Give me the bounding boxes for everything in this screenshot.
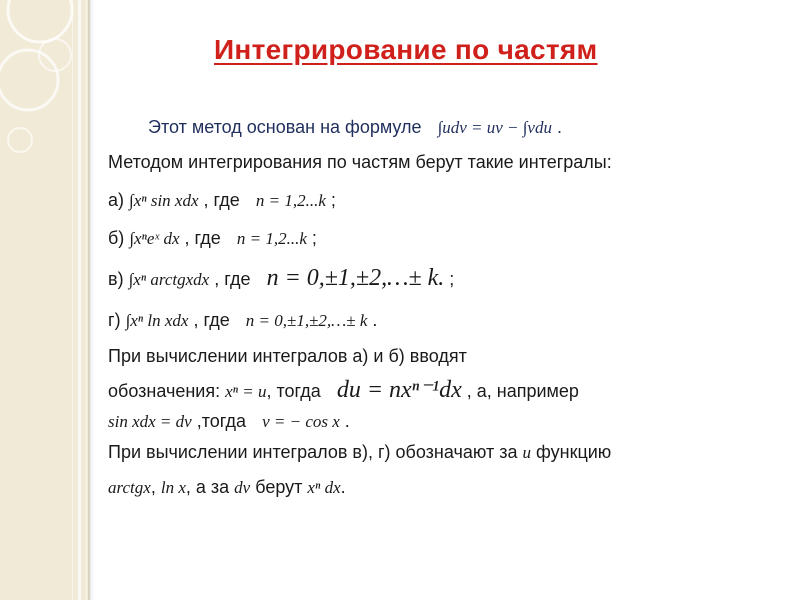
item-integral: ∫xⁿ arctgxdx — [128, 270, 210, 289]
item-sep: , где — [203, 190, 240, 210]
item-condition: n = 0,±1,±2,…± k — [245, 311, 368, 330]
paragraph1-line2 — [108, 379, 579, 403]
paragraph2-line1 — [108, 441, 611, 464]
text-segment: , а за — [185, 477, 230, 497]
formula-v: v = − cos x — [262, 412, 340, 431]
item-end: ; — [330, 190, 336, 210]
item-end: . — [372, 310, 378, 330]
item-label: а) — [108, 190, 125, 210]
list-item-g — [108, 309, 377, 332]
text-segment: , — [150, 477, 156, 497]
decorative-sidebar — [0, 0, 90, 600]
formula-ln-x: ln x — [160, 478, 186, 497]
item-sep: , где — [193, 310, 230, 330]
text-segment: При вычислении интегралов в), г) обозначают за — [108, 442, 518, 462]
item-condition: n = 0,±1,±2,…± k. — [266, 265, 445, 291]
formula-du: du = nxⁿ⁻¹dx — [336, 377, 462, 403]
text-segment: ,тогда — [196, 411, 247, 431]
intro-formula: ∫udv = uv − ∫vdu — [437, 118, 552, 137]
text-segment: , тогда — [266, 381, 321, 401]
formula-dv: dv — [234, 478, 251, 497]
item-integral: ∫xⁿeˣ dx — [129, 229, 180, 248]
formula-u: u — [522, 443, 531, 462]
decorative-circles — [0, 0, 90, 600]
intro-line — [148, 116, 562, 139]
item-end: ; — [311, 228, 317, 248]
item-integral: ∫xⁿ sin xdx — [129, 191, 199, 210]
formula-xn-dx: xⁿ dx — [307, 478, 341, 497]
text-segment: обозначения: — [108, 381, 221, 401]
text-segment: . — [344, 411, 350, 431]
list-item-b — [108, 227, 317, 250]
paragraph1-line3 — [108, 410, 350, 433]
page-shadow — [88, 0, 94, 600]
intro-text: Этот метод основан на формуле — [148, 117, 422, 137]
text-segment: , а, например — [466, 381, 579, 401]
formula-x-n-u: xⁿ = u — [225, 382, 267, 401]
intro-end: . — [557, 117, 563, 137]
item-label: г) — [108, 310, 121, 330]
item-condition: n = 1,2...k — [236, 229, 307, 248]
paragraph2-line2 — [108, 476, 346, 499]
item-end: ; — [449, 269, 455, 289]
item-sep: , где — [184, 228, 221, 248]
text-segment: берут — [255, 477, 303, 497]
item-sep: , где — [214, 269, 251, 289]
item-label: б) — [108, 228, 125, 248]
paragraph1-line1: При вычислении интегралов а) и б) вводят — [108, 346, 467, 366]
formula-dv: sin xdx = dv — [108, 412, 192, 431]
formula-arctgx: arctgx — [108, 478, 151, 497]
text-segment: . — [340, 477, 346, 497]
list-item-v — [108, 267, 454, 291]
item-label: в) — [108, 269, 124, 289]
item-condition: n = 1,2...k — [255, 191, 326, 210]
heading-line: Методом интегрирования по частям берут такие интегралы: — [108, 152, 612, 172]
slide-title: Интегрирование по частям — [214, 34, 598, 65]
text-segment: функцию — [536, 442, 612, 462]
item-integral: ∫xⁿ ln xdx — [125, 311, 189, 330]
list-item-a — [108, 189, 336, 212]
